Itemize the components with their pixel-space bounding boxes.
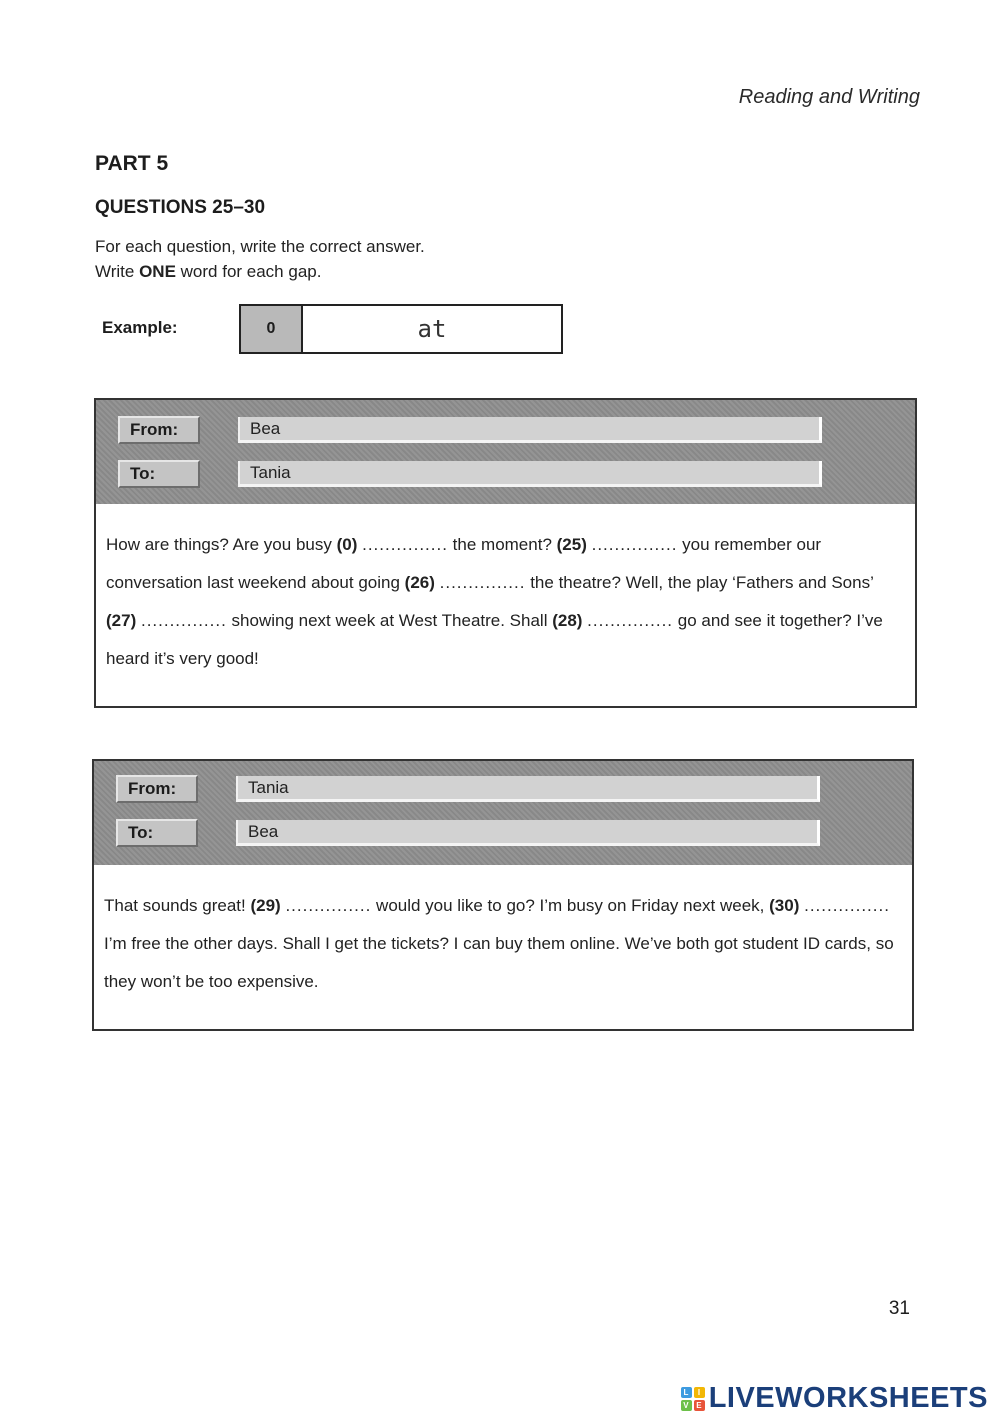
questions-title: QUESTIONS 25–30 (95, 197, 266, 218)
to-label: To: (116, 819, 198, 847)
gap-27[interactable]: ............... (140, 611, 227, 630)
from-field: Bea (238, 417, 822, 443)
email-1-header (96, 400, 915, 504)
from-field: Tania (236, 776, 820, 802)
gap-26[interactable]: ............... (439, 573, 526, 592)
section-title: Reading and Writing (738, 86, 920, 108)
gap-28[interactable]: ............... (587, 611, 674, 630)
gap-30[interactable]: ............... (804, 896, 890, 915)
gap-0: ............... (362, 535, 448, 554)
logo-mark-icon: L I V E (681, 1387, 705, 1411)
to-label: To: (118, 460, 200, 488)
example-answer: at (417, 315, 447, 343)
liveworksheets-logo (681, 1382, 988, 1415)
page-number: 31 (888, 1298, 910, 1319)
example-box (239, 304, 563, 354)
gap-25[interactable]: ............... (591, 535, 678, 554)
part-title: PART 5 (95, 152, 169, 175)
instruction-line-1: For each question, write the correct answer. (95, 237, 425, 256)
example-number: 0 (241, 306, 303, 352)
email-1 (94, 398, 917, 708)
email-2-header (94, 761, 912, 865)
email-1-body: How are things? Are you busy (0) ............... the moment? (25) ............... you remember our conversation last weekend about going (26) ............... the theatre? Well, the play ‘Fathers and Sons’ (27) ............... showing next week at West Theatre. Shall (28) ............... go and see it together? I’ve heard it’s very good! (106, 535, 883, 668)
brand-name: LIVEWORKSHEETS (708, 1382, 988, 1414)
email-2-body: That sounds great! (29) ............... would you like to go? I’m busy on Friday next week, (30) ............... I’m free the other days. Shall I get the tickets? I can buy them online. We’ve both got student ID cards, so they won’t be too expensive. (104, 896, 894, 991)
example-label: Example: (102, 318, 178, 337)
email-2 (92, 759, 914, 1031)
instruction-line-2: Write ONE word for each gap. (95, 262, 322, 281)
to-field: Tania (238, 461, 822, 487)
from-label: From: (116, 775, 198, 803)
gap-29[interactable]: ............... (285, 896, 372, 915)
from-label: From: (118, 416, 200, 444)
to-field: Bea (236, 820, 820, 846)
